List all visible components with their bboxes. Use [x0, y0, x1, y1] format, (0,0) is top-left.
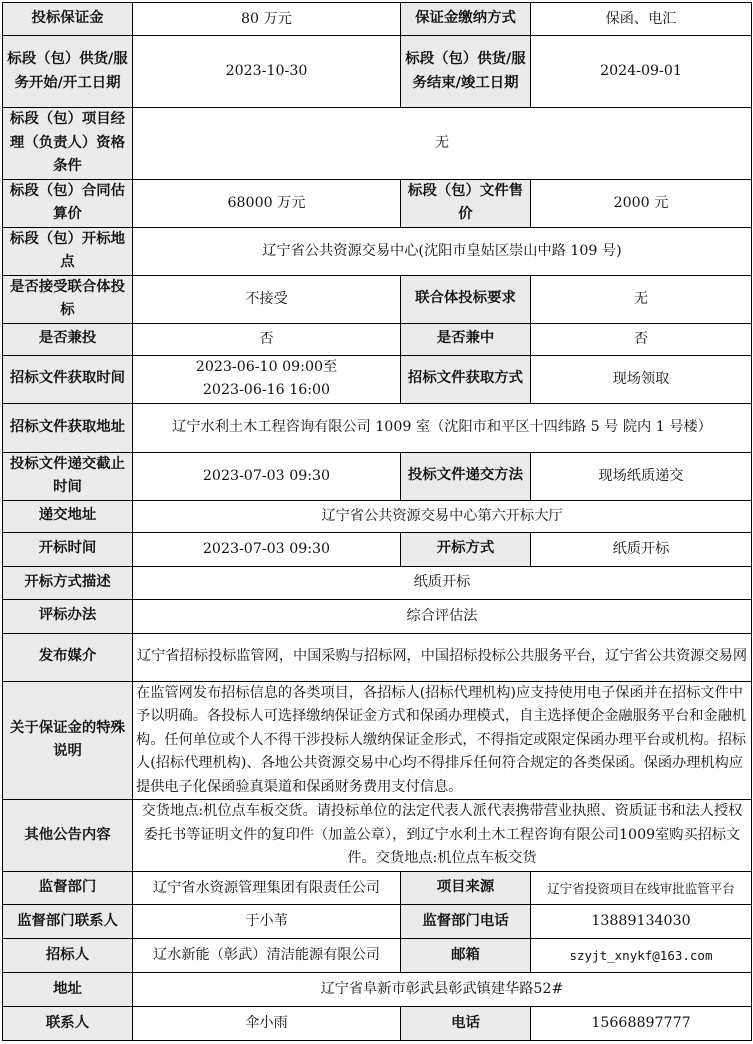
row-consortium: [3, 275, 752, 323]
doc-method-label: 招标文件获取方式: [401, 355, 531, 403]
submit-method-label: 投标文件递交方法: [401, 452, 531, 500]
evaluation-label: 评标办法: [3, 599, 133, 633]
opening-location-label: 标段（包）开标地点: [3, 227, 133, 275]
tenderer-value: 辽水新能（彰武）清洁能源有限公司: [133, 939, 401, 973]
opening-desc-value: 纸质开标: [133, 566, 752, 599]
concurrent-win-label: 是否兼中: [401, 323, 531, 355]
row-address: [3, 973, 752, 1007]
row-media: [3, 633, 752, 681]
deposit-special-value: 在监管网发布招标信息的各类项目，各招标人(招标代理机构)应支持使用电子保函并在招标文件中予以明确。各投标人可选择缴纳保证金方式和保函办理模式，自主选择便企金融服务平台和金融机构。任何单位或个人不得干涉投标人缴纳保证金形式，不得指定或限定保函办理平台或机构。招标人(招标代理机构)、各地公共资源交易中心均不得排斥任何符合规定的各类保函。保函办理机构应提供电子化保函验真渠道和保函财务费用支付信息。: [133, 681, 752, 800]
submit-address-value: 辽宁省公共资源交易中心第六开标大厅: [133, 500, 752, 532]
row-deposit: [3, 3, 752, 36]
other-notice-value: 交货地点:机位点车板交货。请投标单位的法定代表人派代表携带营业执照、资质证书和法人授权委托书等证明文件的复印件（加盖公章），到辽宁水利土木工程咨询有限公司1009室购买招标文件。交货地点:机位点车板交货: [133, 800, 752, 872]
supervisor-value: 辽宁省水资源管理集团有限责任公司: [133, 872, 401, 905]
address-label: 地址: [3, 973, 133, 1007]
project-source-value: 辽宁省投资项目在线审批监管平台: [531, 872, 752, 905]
submit-deadline-value: 2023-07-03 09:30: [133, 452, 401, 500]
tenderer-label: 招标人: [3, 939, 133, 973]
row-special: [3, 681, 752, 800]
doc-method-value: 现场领取: [531, 355, 752, 403]
contact-label: 联系人: [3, 1007, 133, 1041]
row-submit: [3, 452, 752, 500]
row-open: [3, 532, 752, 566]
deposit-method-label: 保证金缴纳方式: [401, 3, 531, 36]
doc-time-value: [133, 355, 401, 403]
end-date-value: 2024-09-01: [531, 36, 752, 108]
phone-value: 15668897777: [531, 1007, 752, 1041]
phone-label: 电话: [401, 1007, 531, 1041]
supervisor-contact-value: 于小苇: [133, 905, 401, 939]
opening-method-label: 开标方式: [401, 532, 531, 566]
opening-location-value: 辽宁省公共资源交易中心(沈阳市皇姑区崇山中路 109 号): [133, 227, 752, 275]
opening-method-value: 纸质开标: [531, 532, 752, 566]
consortium-req-label: 联合体投标要求: [401, 275, 531, 323]
row-period: [3, 36, 752, 108]
row-manager: [3, 108, 752, 180]
row-concurrent: [3, 323, 752, 355]
doc-address-value: 辽宁水利土木工程咨询有限公司 1009 室（沈阳市和平区十四纬路 5 号 院内 1 号楼）: [133, 403, 752, 452]
supervisor-phone-value: 13889134030: [531, 905, 752, 939]
doc-price-value: 2000 元: [531, 179, 752, 227]
media-label: 发布媒介: [3, 633, 133, 681]
consortium-req-value: 无: [531, 275, 752, 323]
contract-estimate-value: 68000 万元: [133, 179, 401, 227]
submit-deadline-label: 投标文件递交截止时间: [3, 452, 133, 500]
contract-estimate-label: 标段（包）合同估算价: [3, 179, 133, 227]
email-label: 邮箱: [401, 939, 531, 973]
start-date-value: 2023-10-30: [133, 36, 401, 108]
deposit-special-label: 关于保证金的特殊说明: [3, 681, 133, 800]
start-date-label: 标段（包）供货/服务开始/开工日期: [3, 36, 133, 108]
media-value: 辽宁省招标投标监管网，中国采购与招标网，中国招标投标公共服务平台，辽宁省公共资源交易网: [133, 633, 752, 681]
contact-value: 伞小雨: [133, 1007, 401, 1041]
doc-time-start: 2023-06-10 09:00至: [195, 359, 338, 375]
submit-address-label: 递交地址: [3, 500, 133, 532]
project-source-label: 项目来源: [401, 872, 531, 905]
row-eval: [3, 599, 752, 633]
concurrent-bid-value: 否: [133, 323, 401, 355]
evaluation-value: 综合评估法: [133, 599, 752, 633]
submit-method-value: 现场纸质递交: [531, 452, 752, 500]
row-open-desc: [3, 566, 752, 599]
row-tenderer: [3, 939, 752, 973]
manager-qualification-label: 标段（包）项目经理（负责人）资格条件: [3, 108, 133, 180]
row-submit-addr: [3, 500, 752, 532]
opening-desc-label: 开标方式描述: [3, 566, 133, 599]
supervisor-contact-label: 监督部门联系人: [3, 905, 133, 939]
supervisor-phone-label: 监督部门电话: [401, 905, 531, 939]
row-other: [3, 800, 752, 872]
row-location: [3, 227, 752, 275]
manager-qualification-value: 无: [133, 108, 752, 180]
concurrent-bid-label: 是否兼投: [3, 323, 133, 355]
consortium-value: 不接受: [133, 275, 401, 323]
email-value: szyjt_xnykf@163.com: [531, 939, 752, 973]
deposit-label: 投标保证金: [3, 3, 133, 36]
row-doc-addr: [3, 403, 752, 452]
end-date-label: 标段（包）供货/服务结束/竣工日期: [401, 36, 531, 108]
concurrent-win-value: 否: [531, 323, 752, 355]
row-contact: [3, 1007, 752, 1041]
supervisor-label: 监督部门: [3, 872, 133, 905]
row-doc-time: [3, 355, 752, 403]
row-budget: [3, 179, 752, 227]
row-sup-contact: [3, 905, 752, 939]
opening-time-label: 开标时间: [3, 532, 133, 566]
opening-time-value: 2023-07-03 09:30: [133, 532, 401, 566]
deposit-value: 80 万元: [133, 3, 401, 36]
other-notice-label: 其他公告内容: [3, 800, 133, 872]
deposit-method-value: 保函、电汇: [531, 3, 752, 36]
address-value: 辽宁省阜新市彰武县彰武镇建华路52#: [133, 973, 752, 1007]
consortium-label: 是否接受联合体投标: [3, 275, 133, 323]
tender-info-table: [2, 2, 752, 1041]
doc-time-label: 招标文件获取时间: [3, 355, 133, 403]
doc-time-end: 2023-06-16 16:00: [202, 382, 331, 398]
doc-address-label: 招标文件获取地址: [3, 403, 133, 452]
row-supervisor: [3, 872, 752, 905]
doc-price-label: 标段（包）文件售价: [401, 179, 531, 227]
